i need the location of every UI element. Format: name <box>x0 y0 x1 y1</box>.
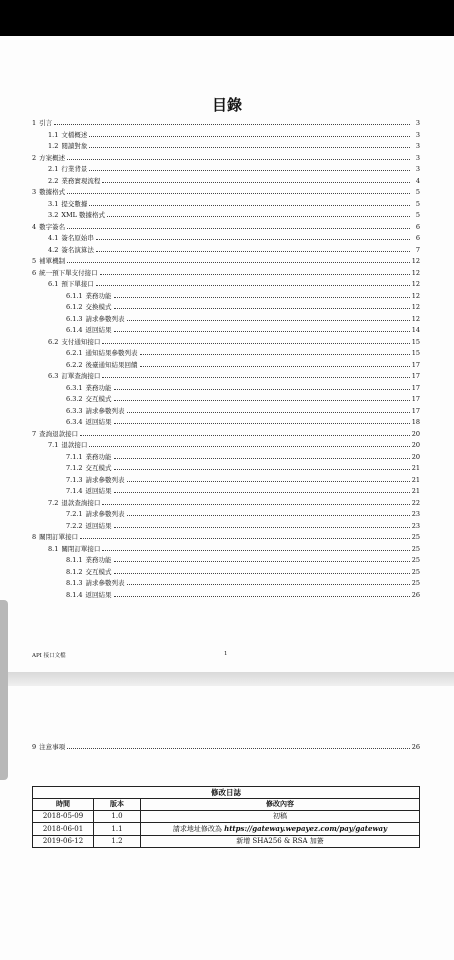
toc-entry-number: 1.2 <box>48 142 59 150</box>
toc-leader-dots <box>102 542 409 551</box>
toc-entry-number: 2.2 <box>48 176 59 185</box>
changelog-content <box>141 836 420 848</box>
toc-entry-number: 4.1 <box>48 234 59 242</box>
toc-leader-dots <box>67 151 410 160</box>
toc-entry-number: 1.1 <box>48 130 59 139</box>
toc-entry-label: 業務功能 <box>85 556 112 564</box>
toc-entry[interactable] <box>32 473 420 485</box>
toc-leader-dots <box>114 565 410 574</box>
toc-entry-page: 22 <box>411 498 420 507</box>
toc-entry[interactable] <box>32 507 420 519</box>
toc-entry[interactable] <box>32 461 420 473</box>
toc-entry[interactable] <box>32 427 420 439</box>
table-of-contents <box>32 116 420 599</box>
toc-leader-dots <box>140 358 410 367</box>
toc-leader-dots <box>114 450 410 459</box>
toc-entry[interactable] <box>32 277 420 289</box>
toc-entry-page: 20 <box>411 429 420 438</box>
changelog-date: 2018-06-01 <box>33 823 94 836</box>
toc-entry-label: 通知結果參數列表 <box>85 349 138 357</box>
toc-entry-page: 25 <box>411 533 420 541</box>
toc-leader-dots <box>54 116 410 125</box>
toc-entry-label: 退款接口 <box>61 441 88 449</box>
toc-entry-number: 8.1.4 <box>66 590 83 599</box>
toc-entry-label: 返回結果 <box>85 487 112 495</box>
toc-entry[interactable] <box>32 220 420 232</box>
toc-entry-label: 簽名原始串 <box>61 234 94 242</box>
toc-entry-label: 補單機制 <box>39 257 66 265</box>
toc-entry-label: 預下單接口 <box>61 280 94 288</box>
toc-entry[interactable] <box>32 185 420 197</box>
toc-leader-dots <box>127 312 410 321</box>
toc-entry[interactable] <box>32 496 420 508</box>
toc-entry-label: 閱讀對象 <box>61 142 88 150</box>
toc-leader-dots <box>67 254 410 263</box>
changelog-header-version: 版本 <box>94 799 141 811</box>
changelog-date: 2018-05-09 <box>33 811 94 823</box>
toc-entry-page: 3 <box>415 153 420 162</box>
toc-leader-dots <box>102 369 409 378</box>
toc-entry[interactable] <box>32 542 420 554</box>
toc-entry[interactable] <box>32 358 420 370</box>
toc-entry[interactable] <box>32 323 420 335</box>
toc-entry[interactable] <box>32 576 420 588</box>
toc-entry[interactable] <box>32 254 420 266</box>
toc-entry-label: 注意事項 <box>39 743 66 751</box>
toc-entry-page: 4 <box>415 176 420 185</box>
toc-leader-dots <box>96 277 410 286</box>
toc-entry[interactable] <box>32 335 420 347</box>
toc-leader-dots <box>89 438 409 447</box>
toc-entry-number: 4.2 <box>48 245 59 254</box>
toc-entry-page: 25 <box>411 544 420 553</box>
toc-entry-label: XML 數據格式 <box>61 211 106 219</box>
toc-leader-dots <box>102 335 409 344</box>
toc-entry-page: 12 <box>411 280 420 288</box>
toc-entry-number: 7.1.1 <box>66 452 83 461</box>
toc-entry-page: 20 <box>411 452 420 461</box>
toc-entry-page: 5 <box>415 188 420 196</box>
toc-leader-dots <box>114 588 410 597</box>
toc-leader-dots <box>80 530 410 539</box>
toc-leader-dots <box>127 507 410 516</box>
toc-entry-page: 15 <box>411 337 420 346</box>
toc-leader-dots <box>96 231 410 240</box>
toc-leader-dots <box>102 496 409 505</box>
toc-entry-number: 6.1.2 <box>66 303 83 311</box>
toc-entry-page: 7 <box>415 245 420 254</box>
toc-entry[interactable] <box>32 438 420 450</box>
toc-entry-page: 20 <box>411 441 420 449</box>
toc-entry-page: 12 <box>411 314 420 323</box>
toc-entry-number: 2 <box>32 153 37 162</box>
toc-leader-dots <box>114 484 410 493</box>
toc-entry-number: 7.2 <box>48 498 59 507</box>
toc-entry-number: 6.2 <box>48 337 59 346</box>
toc-entry-page: 26 <box>411 590 420 599</box>
toc-entry-page: 6 <box>415 234 420 242</box>
toc-entry-label: 查詢退款接口 <box>39 429 79 438</box>
toc-entry-page: 23 <box>411 510 420 518</box>
toc-entry-number: 6.1.3 <box>66 314 83 323</box>
toc-entry[interactable] <box>32 484 420 496</box>
toc-leader-dots <box>114 392 410 401</box>
toc-entry-number: 3.1 <box>48 199 59 208</box>
changelog-header-content: 修改內容 <box>141 799 420 811</box>
toc-entry-page: 3 <box>415 130 420 139</box>
toc-entry[interactable] <box>32 128 420 140</box>
toc-entry-label: 退款查詢接口 <box>61 498 101 507</box>
changelog-content-text: 請求地址修改為 <box>172 825 222 833</box>
toc-entry-number: 3 <box>32 188 37 196</box>
toc-entry-label: 業務實現流程 <box>61 176 101 185</box>
toc-entry[interactable] <box>32 346 420 358</box>
changelog-version: 1.1 <box>94 823 141 836</box>
toc-entry-number: 5 <box>32 257 37 265</box>
toc-entry-number: 6.3.4 <box>66 418 83 426</box>
toc-entry-page: 23 <box>411 521 420 530</box>
toc-entry-label: 文檔概述 <box>61 130 88 139</box>
changelog-content <box>141 823 420 836</box>
changelog-version: 1.2 <box>94 836 141 848</box>
changelog-caption: 修改日誌 <box>33 787 420 799</box>
toc-entry-number: 6.2.2 <box>66 360 83 369</box>
toc-entry-label: 業務功能 <box>85 383 112 392</box>
toc-entry-label: 簽名演算法 <box>61 245 94 254</box>
toc-leader-dots <box>114 461 410 470</box>
toc-entry-label: 業務功能 <box>85 291 112 300</box>
toc-entry-number: 9 <box>32 743 37 751</box>
toc-entry[interactable] <box>32 289 420 301</box>
toc-entry[interactable] <box>32 588 420 600</box>
table-of-contents-continued <box>32 740 420 752</box>
changelog-row <box>33 836 420 848</box>
toc-entry-page: 17 <box>411 372 420 380</box>
footer-page-number: 1 <box>224 651 228 657</box>
toc-leader-dots <box>127 404 410 413</box>
toc-entry-page: 21 <box>411 464 420 472</box>
toc-entry-page: 21 <box>411 475 420 484</box>
toc-leader-dots <box>114 381 410 390</box>
toc-entry-number: 6.3.1 <box>66 383 83 392</box>
toc-entry-number: 6.1.1 <box>66 291 83 300</box>
toc-entry[interactable] <box>32 139 420 151</box>
toc-entry-label: 返回結果 <box>85 521 112 530</box>
toc-entry-page: 25 <box>411 567 420 576</box>
toc-entry-page: 17 <box>411 383 420 392</box>
toc-entry[interactable] <box>32 740 420 752</box>
toc-entry[interactable] <box>32 450 420 462</box>
toc-entry-label: 交互模式 <box>85 567 112 576</box>
toc-entry-number: 6.1.4 <box>66 326 83 334</box>
toc-leader-dots <box>127 576 410 585</box>
toc-entry-number: 8.1.1 <box>66 556 83 564</box>
toc-entry[interactable] <box>32 197 420 209</box>
toc-entry-label: 引言 <box>39 119 53 127</box>
toc-entry-page: 3 <box>415 142 420 150</box>
toc-entry-page: 18 <box>411 418 420 426</box>
toc-leader-dots <box>89 197 410 206</box>
toc-leader-dots <box>67 220 410 229</box>
toc-leader-dots <box>102 174 410 183</box>
toc-entry-page: 17 <box>411 360 420 369</box>
toc-leader-dots <box>140 346 410 355</box>
toc-entry-number: 7.1.3 <box>66 475 83 484</box>
changelog-table <box>32 786 420 848</box>
toc-entry-page: 6 <box>415 222 420 231</box>
toc-entry[interactable] <box>32 162 420 174</box>
toc-leader-dots <box>107 208 410 217</box>
toc-entry-page: 25 <box>411 556 420 564</box>
toc-entry[interactable] <box>32 553 420 565</box>
footer-doc-name: API 接口文檔 <box>32 653 66 659</box>
top-black-bar <box>0 0 454 36</box>
toc-entry[interactable] <box>32 300 420 312</box>
toc-entry-label: 訂單查詢接口 <box>61 372 101 380</box>
toc-entry-page: 3 <box>415 119 420 127</box>
toc-entry-number: 6.2.1 <box>66 349 83 357</box>
toc-entry-label: 關閉訂單接口 <box>61 544 101 553</box>
toc-entry-page: 5 <box>415 211 420 219</box>
toc-entry-number: 8.1.2 <box>66 567 83 576</box>
toc-entry-page: 14 <box>411 326 420 334</box>
toc-entry[interactable] <box>32 565 420 577</box>
toc-leader-dots <box>127 473 410 482</box>
toc-entry-label: 交互模式 <box>85 464 112 472</box>
toc-entry-label: 返回結果 <box>85 590 112 599</box>
toc-entry-page: 25 <box>411 579 420 587</box>
toc-entry[interactable] <box>32 369 420 381</box>
side-scroll-handle[interactable] <box>0 600 8 780</box>
toc-entry-page: 12 <box>411 291 420 300</box>
toc-entry-label: 提交數據 <box>61 199 88 208</box>
toc-entry-number: 8.1 <box>48 544 59 553</box>
toc-entry-label: 請求參數列表 <box>85 475 125 484</box>
toc-entry-page: 21 <box>411 487 420 495</box>
toc-entry[interactable] <box>32 312 420 324</box>
toc-leader-dots <box>89 128 410 137</box>
toc-entry-number: 1 <box>32 119 37 127</box>
changelog-content <box>141 811 420 823</box>
toc-title: 目錄 <box>211 96 242 114</box>
toc-entry-number: 6.3 <box>48 372 59 380</box>
toc-leader-dots <box>100 266 410 275</box>
changelog-header-date: 時間 <box>33 799 94 811</box>
toc-entry[interactable] <box>32 404 420 416</box>
toc-entry[interactable] <box>32 151 420 163</box>
toc-entry-label: 請求參數列表 <box>85 406 125 415</box>
toc-leader-dots <box>114 553 410 562</box>
toc-entry-label: 返回結果 <box>85 326 112 334</box>
toc-entry-number: 7.1.4 <box>66 487 83 495</box>
toc-entry-number: 7.1.2 <box>66 464 83 472</box>
toc-leader-dots <box>67 185 410 194</box>
toc-leader-dots <box>67 740 410 749</box>
page-gap <box>0 672 454 686</box>
changelog-version: 1.0 <box>94 811 141 823</box>
toc-entry-number: 6.3.2 <box>66 395 83 403</box>
toc-entry-label: 統一預下單支付接口 <box>39 268 98 277</box>
toc-entry-number: 4 <box>32 222 37 231</box>
toc-entry-number: 7.2.1 <box>66 510 83 518</box>
toc-entry-number: 3.2 <box>48 211 59 219</box>
changelog-date: 2019-06-12 <box>33 836 94 848</box>
changelog-url[interactable]: https://gateway.wepayez.com/pay/gateway <box>224 824 388 833</box>
toc-entry-page: 3 <box>415 165 420 173</box>
toc-entry[interactable] <box>32 174 420 186</box>
changelog-content-text: 新增 SHA256 & RSA 加簽 <box>236 837 324 845</box>
toc-entry-page: 12 <box>411 257 420 265</box>
toc-entry[interactable] <box>32 208 420 220</box>
toc-entry-number: 8 <box>32 533 37 541</box>
toc-leader-dots <box>89 139 410 148</box>
changelog-row <box>33 811 420 823</box>
toc-entry-label: 數據格式 <box>39 188 66 196</box>
toc-entry-number: 6 <box>32 268 37 277</box>
toc-entry-label: 交換模式 <box>85 303 112 311</box>
toc-entry-label: 返回結果 <box>85 418 112 426</box>
toc-entry-label: 業務功能 <box>85 452 112 461</box>
toc-entry[interactable] <box>32 266 420 278</box>
toc-entry-number: 7 <box>32 429 37 438</box>
toc-leader-dots <box>80 427 410 436</box>
toc-entry-number: 6.1 <box>48 280 59 288</box>
toc-entry-label: 請求參數列表 <box>85 579 125 587</box>
toc-entry-label: 方案概述 <box>39 153 66 162</box>
toc-entry-page: 12 <box>411 268 420 277</box>
toc-entry-page: 15 <box>411 349 420 357</box>
toc-leader-dots <box>89 162 410 171</box>
toc-entry[interactable] <box>32 243 420 255</box>
toc-entry-label: 支付通知接口 <box>61 337 101 346</box>
changelog-content-text: 初稿 <box>273 812 287 820</box>
toc-entry-page: 17 <box>411 395 420 403</box>
toc-leader-dots <box>114 415 410 424</box>
toc-leader-dots <box>96 243 410 252</box>
toc-entry-number: 7.2.2 <box>66 521 83 530</box>
toc-entry-label: 交互模式 <box>85 395 112 403</box>
toc-entry-label: 數字簽名 <box>39 222 66 231</box>
toc-leader-dots <box>114 323 410 332</box>
toc-entry-label: 行業背景 <box>61 165 88 173</box>
toc-entry[interactable] <box>32 392 420 404</box>
toc-entry[interactable] <box>32 415 420 427</box>
toc-leader-dots <box>114 300 410 309</box>
toc-entry-page: 12 <box>411 303 420 311</box>
toc-entry[interactable] <box>32 530 420 542</box>
toc-entry-label: 請求參數列表 <box>85 314 125 323</box>
toc-leader-dots <box>114 289 410 298</box>
toc-entry-number: 2.1 <box>48 165 59 173</box>
toc-entry-number: 6.3.3 <box>66 406 83 415</box>
toc-entry-label: 關閉訂單接口 <box>39 533 79 541</box>
toc-entry-number: 7.1 <box>48 441 59 449</box>
toc-entry[interactable] <box>32 231 420 243</box>
toc-leader-dots <box>114 519 410 528</box>
toc-entry-page: 17 <box>411 406 420 415</box>
toc-entry-label: 後臺通知結果回饋 <box>85 360 138 369</box>
toc-entry-page: 5 <box>415 199 420 208</box>
toc-entry[interactable] <box>32 519 420 531</box>
changelog-row <box>33 823 420 836</box>
toc-entry-page: 26 <box>411 743 420 751</box>
toc-entry-number: 8.1.3 <box>66 579 83 587</box>
toc-entry[interactable] <box>32 116 420 128</box>
toc-entry-label: 請求參數列表 <box>85 510 125 518</box>
toc-entry[interactable] <box>32 381 420 393</box>
